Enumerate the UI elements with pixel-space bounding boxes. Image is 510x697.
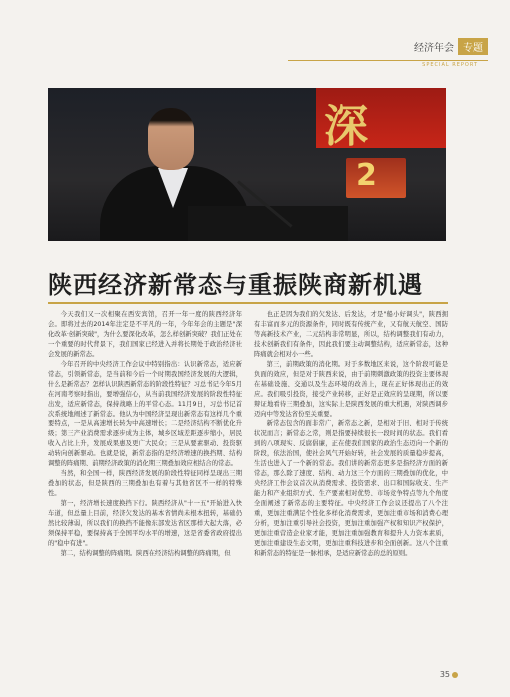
section-label: 经济年会: [414, 43, 454, 54]
column-left: [48, 310, 242, 559]
paragraph: 新常态包含的面非常广，新常态之新，是相对于旧、相对于传统状况而言；新常态之常，则是指要持续很长一段时间的状态。我们看到的八项现实、反腐倡廉，正在使我们国家的政治生态迈向一个新的阶段，依法治国，使社会风气开始好转，社会发展的质量稳步提高，生活也进入了一个新的常态。我们讲的新常态更多是指经济方面的新常态，那么除了速度、结构、动力这三个方面的三期叠加的优化，中央经济工作会议首次从消费需求、投资需求、出口和国际收支、生产能力和产业组织方式、生产要素相对优势、市场竞争特点等九个角度全面阐述了新常态的主要特征。中央经济工作会议还提出了八个注重，更加注重满足个性化多样化消费需求，更加注重市场和消费心理分析，更加注重引导社会投资，更加注重加强产权和知识产权保护，更加注重营造企业家才能，更加注重加强教育和提升人力资本素质，更加注重建设生态文明，更加注重科技进步和全面创新。这八个注重和新常态的特征是一脉相承，是适应新常态的总的原则。: [254, 420, 448, 557]
banner-number: [346, 158, 406, 198]
banner-backdrop: [316, 88, 446, 152]
banner-number-text: 2: [356, 158, 377, 193]
person-head: [148, 108, 194, 170]
title-rule: [48, 302, 448, 304]
section-tag: 专题: [458, 38, 488, 55]
paragraph: 第三，前期政策的消化期。对于多数地区来说，这个阶段可能是负面的效应，但是对于陕西来说，由于前期刺激政策的投资主要体现在基础设施、交通以及生态环境的改善上，现在正好体现出正的效应。我们吸引投资，接受产业转移，正好是正效应的呈现期，所以要辩证地看待三期叠加，这实际上是陕西发展的重大机遇，对陕西调步迈向中等发达省份至关重要。: [254, 360, 448, 418]
article-title: 陕西经济新常态与重振陕商新机遇: [48, 271, 423, 299]
page-number-text: 35: [439, 670, 450, 679]
paragraph: 第二，结构调整的阵痛期。陕西在经济结构调整的阵痛期，但: [60, 549, 231, 557]
portrait-photo: [48, 88, 446, 241]
banner-text: 深: [324, 101, 368, 152]
column-right: [254, 310, 448, 559]
podium: [188, 206, 348, 241]
article-body: [48, 310, 448, 559]
paragraph: 第一，经济增长速度换挡下行。陕西经济从"十一五"开始进入快车道，但总量上目前，经济欠发达的基本省情尚未根本扭转，基础仍然比较薄弱，所以我们的换挡不能像东部发达省区那样大起大落，必须保持平稳，要保持高于全国平均水平的增速，这是省委省政府提出的"稳中有进"。: [48, 500, 242, 547]
page-dot-icon: [452, 672, 458, 678]
header-rule: [288, 60, 488, 61]
page-number: [440, 670, 458, 679]
paragraph: 当然，和全国一样，陕西经济发展的阶段性特征同样呈现出三期叠加的状态，但是陕西的三期叠加也有着与其他省区不一样的特殊性。: [48, 470, 242, 498]
section-sub: SPECIAL REPORT: [422, 62, 478, 68]
paragraph: 今年召开的中央经济工作会议中特别指出：认识新常态，适应新常态，引领新常态，是当前和今后一个时期我国经济发展的大逻辑，什么是新常态？怎样认识陕西新常态的阶段性特征？习总书记今年5月在河南考察时指出，要增强信心，从当前我国经济发展的阶段性特征出发，适应新常态，保持战略上的平常心态。11月9日，习总书记首次系统地阐述了新常态。他认为中国经济呈现出新常态有这样几个重要特点，一是从高速增长转为中高速增长；二是经济结构不断优化升级；第三产业消费需求逐步成为主体，城乡区域差距逐步缩小，居民收入占比上升，发展成果惠及更广大民众；三是从要素驱动、投资驱动转向创新驱动。也就是说，新常态指的是经济增速的换挡期、结构调整的阵痛期、前期经济政策的消化期三期叠加效应相结合的常态。: [48, 360, 242, 468]
paragraph: 也正是因为我们的欠发达、后发达，才是"船小好调头"，陕西拥有丰富而多元的资源条件，同时既有传统产业，又有航天航空、国防等高新技术产业，二元结构非常明显，所以，结构调整我们有动力，技术创新我们有条件，因此我们要主动调整结构，适应新常态，这种阵痛就会相对小一些。: [254, 311, 448, 358]
paragraph: 今天我们又一次相聚在西安宾馆，召开一年一度的陕西经济年会。即将过去的2014年注定是不平凡的一年，今年年会的主题是"深化改革·创新突破"，为什么要深化改革，怎么样创新突破？我们正处在一个重要的时代背景下，我们国家已经进入并将长期处于政治经济社会发展的新常态。: [48, 311, 242, 358]
section-header: [414, 38, 488, 68]
